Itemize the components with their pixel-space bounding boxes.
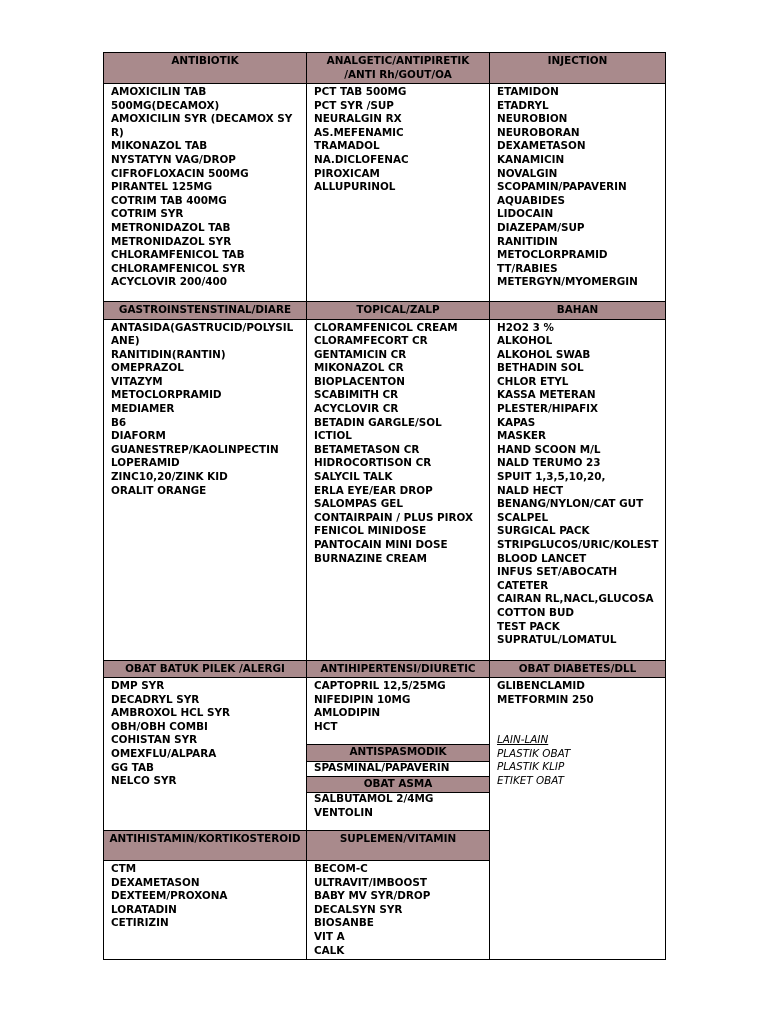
list-antibiotik xyxy=(104,84,307,302)
list-lain-lain xyxy=(497,748,659,789)
list-item: OMEPRAZOL xyxy=(111,362,184,375)
list-item: ULTRAVIT/IMBOOST xyxy=(314,876,427,889)
list-gastro xyxy=(104,319,307,660)
list-item: BENANG/NYLON/CAT GUT xyxy=(497,498,644,511)
header-gastro: GASTROINSTENSTINAL/DIARE xyxy=(104,302,307,320)
list-item: GLIBENCLAMID xyxy=(497,680,585,692)
header-antibiotik: ANTIBIOTIK xyxy=(104,53,307,84)
list-item: COHISTAN SYR xyxy=(111,734,198,747)
list-item: CLORAMFECORT CR xyxy=(314,335,428,348)
list-item: NEUROBORAN xyxy=(497,126,580,139)
list-item: CHLORAMFENICOL TAB xyxy=(111,249,245,262)
list-item: STRIPGLUCOS/URIC/KOLEST xyxy=(497,539,659,551)
list-item: NOVALGIN xyxy=(497,167,558,180)
list-item: LOPERAMID xyxy=(111,457,180,470)
list-item: TT/RABIES xyxy=(497,262,558,275)
list-item: CIFROFLOXACIN 500MG xyxy=(111,167,249,180)
list-diabetes xyxy=(497,680,659,707)
list-item: 500MG(DECAMOX) xyxy=(111,99,220,112)
lain-lain-title: LAIN-LAIN xyxy=(497,734,549,747)
header-antihistamin: ANTIHISTAMIN/KORTIKOSTEROID xyxy=(104,831,307,861)
list-item: ALKOHOL xyxy=(497,335,553,348)
header-analgetic: ANALGETIC/ANTIPIRETIK /ANTI Rh/GOUT/OA xyxy=(307,53,490,84)
list-item: SCABIMITH CR xyxy=(314,389,399,402)
list-item: KAPAS xyxy=(497,416,536,429)
header-topical: TOPICAL/ZALP xyxy=(307,302,490,320)
list-item: PCT TAB 500MG xyxy=(314,86,407,98)
list-item: BECOM-C xyxy=(314,863,368,875)
list-item: NA.DICLOFENAC xyxy=(314,153,409,166)
list-item: RANITIDIN(RANTIN) xyxy=(111,348,226,361)
list-item: OMEXFLU/ALPARA xyxy=(111,747,217,760)
list-item: DIAZEPAM/SUP xyxy=(497,221,585,234)
list-item: NEURALGIN RX xyxy=(314,113,402,126)
list-item: PLASTIK KLIP xyxy=(497,761,565,774)
list-item: PANTOCAIN MINI DOSE xyxy=(314,539,448,551)
list-item: DEXAMETASON xyxy=(497,140,586,153)
list-item: PIROXICAM xyxy=(314,167,380,180)
list-item: CHLOR ETYL xyxy=(497,375,569,388)
list-item: RANITIDIN xyxy=(497,235,558,248)
list-antispasmodik xyxy=(314,762,483,776)
list-item: METRONIDAZOL SYR xyxy=(111,235,232,248)
list-item: MIKONAZOL CR xyxy=(314,362,404,375)
list-item: METRONIDAZOL TAB xyxy=(111,221,231,234)
list-item: ZINC10,20/ZINK KID xyxy=(111,471,228,484)
list-item: NALD HECT xyxy=(497,484,564,497)
list-item: ETAMIDON xyxy=(497,86,559,98)
header-batuk: OBAT BATUK PILEK /ALERGI xyxy=(104,660,307,678)
list-item: COTRIM TAB 400MG xyxy=(111,194,227,207)
content-row-3 xyxy=(104,678,666,831)
list-item: SURGICAL PACK xyxy=(497,525,590,538)
list-item: CLORAMFENICOL CREAM xyxy=(314,321,458,334)
list-item: BLOOD LANCET xyxy=(497,552,587,565)
list-item: NALD TERUMO 23 xyxy=(497,457,601,470)
list-item: DMP SYR xyxy=(111,680,165,692)
list-item: INFUS SET/ABOCATH xyxy=(497,566,618,579)
list-item: SALYCIL TALK xyxy=(314,471,393,484)
list-item: TRAMADOL xyxy=(314,140,380,153)
list-item: METFORMIN 250 xyxy=(497,693,594,706)
list-item: DECALSYN SYR xyxy=(314,903,403,916)
list-item: DEXAMETASON xyxy=(111,876,200,889)
list-item: ALLUPURINOL xyxy=(314,181,396,194)
list-suplemen xyxy=(307,861,490,960)
list-item: METOCLORPRAMID xyxy=(111,389,222,402)
list-item: H2O2 3 % xyxy=(497,321,554,334)
list-item: ANTASIDA(GASTRUCID/POLYSILANE) xyxy=(111,321,294,348)
list-item: CAPTOPRIL 12,5/25MG xyxy=(314,680,446,692)
list-item: SCOPAMIN/PAPAVERIN xyxy=(497,181,627,194)
list-item: ICTIOL xyxy=(314,430,352,443)
list-item: PLESTER/HIPAFIX xyxy=(497,403,599,416)
header-row-2 xyxy=(104,302,666,320)
header-injection: INJECTION xyxy=(490,53,666,84)
list-item: BETHADIN SOL xyxy=(497,362,584,375)
header-suplemen: SUPLEMEN/VITAMIN xyxy=(307,831,490,861)
list-item: ACYCLOVIR 200/400 xyxy=(111,276,227,289)
list-item: MEDIAMER xyxy=(111,403,175,416)
list-item: AMLODIPIN xyxy=(314,707,381,720)
list-item: HAND SCOON M/L xyxy=(497,443,601,456)
cell-diabetes-group xyxy=(490,678,666,960)
list-item: CALK xyxy=(314,944,345,957)
list-item: CONTAIRPAIN / PLUS PIROX xyxy=(314,511,473,524)
lain-lain-section xyxy=(497,734,659,788)
list-item: SUPRATUL/LOMATUL xyxy=(497,634,617,647)
list-item: PLASTIK OBAT xyxy=(497,747,571,760)
list-item: ALKOHOL SWAB xyxy=(497,348,591,361)
list-item: AMBROXOL HCL SYR xyxy=(111,707,231,720)
list-item: BETADIN GARGLE/SOL xyxy=(314,416,442,429)
list-item: CTM xyxy=(111,863,137,875)
list-item: ETIKET OBAT xyxy=(497,774,565,787)
header-diabetes: OBAT DIABETES/DLL xyxy=(490,660,666,678)
list-item: ERLA EYE/EAR DROP xyxy=(314,484,433,497)
list-item: ACYCLOVIR CR xyxy=(314,403,399,416)
list-item: DEXTEEM/PROXONA xyxy=(111,890,228,903)
cell-antihipertensi-group xyxy=(307,678,490,831)
list-item: OBH/OBH COMBI xyxy=(111,720,208,733)
list-item: BURNAZINE CREAM xyxy=(314,552,428,565)
list-item: CAIRAN RL,NACL,GLUCOSA xyxy=(497,593,654,606)
list-item: VIT A xyxy=(314,930,345,943)
list-item: NELCO SYR xyxy=(111,775,177,788)
list-item: B6 xyxy=(111,416,127,429)
drug-inventory-sheet xyxy=(103,52,665,960)
list-analgetic xyxy=(307,84,490,302)
list-antihipertensi xyxy=(314,680,483,734)
list-item: BETAMETASON CR xyxy=(314,443,420,456)
list-item: COTRIM SYR xyxy=(111,208,184,221)
list-item: DIAFORM xyxy=(111,430,166,443)
list-item: PCT SYR /SUP xyxy=(314,99,394,112)
list-asma xyxy=(314,793,483,820)
list-item: GENTAMICIN CR xyxy=(314,348,407,361)
list-item: HIDROCORTISON CR xyxy=(314,457,432,470)
list-item: SCALPEL xyxy=(497,511,549,524)
list-item: COTTON BUD xyxy=(497,606,575,619)
list-item: SPUIT 1,3,5,10,20, xyxy=(497,471,606,484)
header-obat-asma: OBAT ASMA xyxy=(307,776,489,794)
list-item: VENTOLIN xyxy=(314,806,373,819)
list-item: DECADRYL SYR xyxy=(111,693,200,706)
list-batuk xyxy=(104,678,307,831)
list-item: BIOPLACENTON xyxy=(314,375,405,388)
list-item: NYSTATYN VAG/DROP xyxy=(111,153,236,166)
list-item: CETIRIZIN xyxy=(111,917,169,930)
list-item: ETADRYL xyxy=(497,99,549,112)
content-row-2 xyxy=(104,319,666,660)
list-item: BIOSANBE xyxy=(314,917,374,930)
list-item: BABY MV SYR/DROP xyxy=(314,890,431,903)
list-item: GUANESTREP/KAOLINPECTIN xyxy=(111,443,279,456)
list-item: PIRANTEL 125MG xyxy=(111,181,213,194)
list-item: VITAZYM xyxy=(111,375,163,388)
list-item: CATETER xyxy=(497,579,549,592)
list-item: NIFEDIPIN 10MG xyxy=(314,693,411,706)
list-item: METERGYN/MYOMERGIN xyxy=(497,276,638,289)
header-antispasmodik: ANTISPASMODIK xyxy=(307,744,489,762)
content-row-1 xyxy=(104,84,666,302)
header-antihipertensi: ANTIHIPERTENSI/DIURETIC xyxy=(307,660,490,678)
list-item: KASSA METERAN xyxy=(497,389,596,402)
list-item: AMOXICILIN SYR (DECAMOX SYR) xyxy=(111,113,293,139)
list-item: SPASMINAL/PAPAVERIN xyxy=(314,761,450,774)
list-item: METOCLORPRAMID xyxy=(497,249,608,262)
list-item: SALBUTAMOL 2/4MG xyxy=(314,793,434,806)
list-item: CHLORAMFENICOL SYR xyxy=(111,262,246,275)
header-row-1 xyxy=(104,53,666,84)
list-item: KANAMICIN xyxy=(497,153,565,166)
list-item: ORALIT ORANGE xyxy=(111,484,207,497)
header-row-3 xyxy=(104,660,666,678)
list-item: AMOXICILIN TAB xyxy=(111,86,207,98)
list-item: SALOMPAS GEL xyxy=(314,498,403,511)
list-injection xyxy=(490,84,666,302)
list-item: FENICOL MINIDOSE xyxy=(314,525,427,538)
list-item: MASKER xyxy=(497,430,547,443)
header-bahan: BAHAN xyxy=(490,302,666,320)
list-item: MIKONAZOL TAB xyxy=(111,140,208,153)
list-topical xyxy=(307,319,490,660)
list-antihistamin xyxy=(104,861,307,960)
list-item: LORATADIN xyxy=(111,903,177,916)
list-item: AQUABIDES xyxy=(497,194,566,207)
list-item: TEST PACK xyxy=(497,620,560,633)
list-item: HCT xyxy=(314,720,338,733)
list-item: NEUROBION xyxy=(497,113,568,126)
list-item: GG TAB xyxy=(111,761,154,774)
drug-table xyxy=(103,52,666,960)
list-bahan xyxy=(490,319,666,660)
list-item: LIDOCAIN xyxy=(497,208,554,221)
list-item: AS.MEFENAMIC xyxy=(314,126,404,139)
